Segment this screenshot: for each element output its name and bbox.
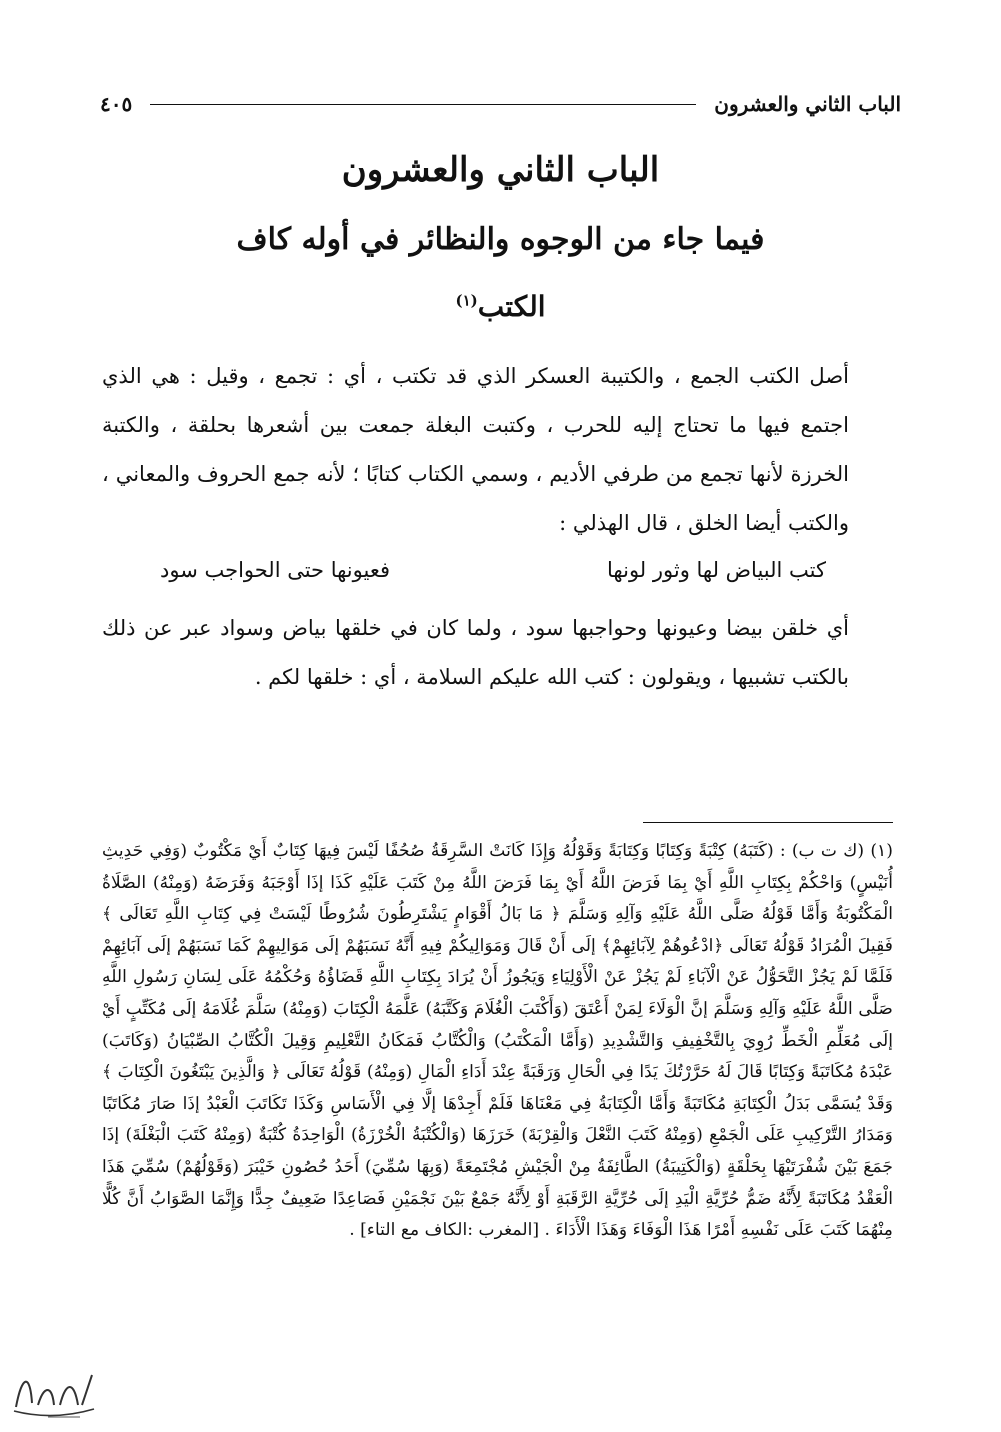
- page-number: ٤٠٥: [100, 92, 133, 116]
- poem-verse: [160, 548, 826, 592]
- header-rule: [150, 104, 696, 105]
- running-header-title: الباب الثاني والعشرون: [714, 92, 901, 116]
- verse-second-hemistich: فعيونها حتى الحواجب سود: [160, 558, 390, 582]
- footnote-separator: [643, 822, 893, 823]
- watermark-logo: [8, 1355, 98, 1425]
- section-heading: [100, 290, 901, 323]
- chapter-subtitle: فيما جاء من الوجوه والنظائر في أوله كاف: [236, 222, 765, 257]
- section-title: الكتب: [477, 290, 546, 323]
- verse-first-hemistich: كتب البياض لها وثور لونها: [607, 558, 826, 582]
- running-header: [100, 88, 901, 120]
- body-paragraph-1: أصل الكتب الجمع ، والكتيبة العسكر الذي قد تكتب ، أي : تجمع ، وقيل : هي الذي اجتمع فيها ما تحتاج إليه للحرب ، وكتبت البغلة جمعت بين أشعرها بحلقة ، والكتبة الخرزة لأنها تجمع من طرفي الأديم ، وسمي الكتاب كتابًا ؛ لأنه جمع الحروف والمعاني ، والكتب أيضا الخلق ، قال الهذلي :: [102, 364, 849, 535]
- footnote-reference: (١): [455, 291, 478, 310]
- footnote-text: (١) (ك ت ب) : (كَتَبَهُ) كِتْبَةً وَكِتَابًا وَكِتَابَةً وَقَوْلُهُ وَإِذَا كَانَتْ السَّرِقَةُ صُحُفًا لَيْسَ فِيهَا كِتَابٌ أَيْ مَكْتُوبٌ (وَفِي حَدِيثِ أُنَيْسٍ) وَاحْكُمْ بِكِتَابِ اللَّهِ أَيْ بِمَا فَرَضَ اللَّهُ أَيْ بِمَا فَرَضَ اللَّهُ مِنْ كَتَبَ عَلَيْهِ كَذَا إذَا أَوْجَبَهُ وَفَرَضَهُ (وَمِنْهُ) الصَّلَاةُ الْمَكْتُوبَةُ وَأَمَّا قَوْلُهُ صَلَّى اللَّهُ عَلَيْهِ وَآلِهِ وَسَلَّمَ ﴿ مَا بَالُ أَقْوَامٍ يَشْتَرِطُونَ شُرُوطًا لَيْسَتْ فِي كِتَابِ اللَّهِ تَعَالَى ﴾ فَقِيلَ الْمُرَادُ قَوْلُهُ تَعَالَى ﴿ادْعُوهُمْ لِآبَائِهِمْ﴾ إلَى أَنْ قَالَ وَمَوَالِيكُمْ فِيهِ أَنَّهُ نَسَبَهُمْ إلَى مَوَالِيهِمْ كَمَا نَسَبَهُمْ إلَى آبَائِهِمْ فَلَمَّا لَمْ يَجُزْ التَّحَوُّلُ عَنْ الْآبَاءِ لَمْ يَجُزْ عَنْ الْأَوْلِيَاءِ وَيَجُوزُ أَنْ يُرَادَ بِكِتَابِ اللَّهِ قَضَاؤُهُ وَحُكْمُهُ عَلَى لِسَانِ رَسُولِ اللَّهِ صَلَّى اللَّهُ عَلَيْهِ وَآلِهِ وَسَلَّمَ إنَّ الْوَلَاءَ لِمَنْ أَعْتَقَ (وَأَكْتَبَ الْغُلَامَ وَكَتَّبَهُ) عَلَّمَهُ الْكِتَابَ (وَمِنْهُ) سَلَّمَ غُلَامَهُ إلَى مُكَتِّبٍ أَيْ إلَى مُعَلِّمِ الْخَطِّ رُوِيَ بِالتَّخْفِيفِ وَالتَّشْدِيدِ (وَأَمَّا الْمَكْتَبُ) وَالْكُتَّابُ فَمَكَانُ التَّعْلِيمِ وَقِيلَ الْكُتَّابُ الصِّبْيَانُ (وَكَاتَبَ) عَبْدَهُ مُكَاتَبَةً وَكِتَابًا قَالَ لَهُ حَرَّرْتُكَ يَدًا فِي الْحَالِ وَرَقَبَةً عِنْدَ أَدَاءِ الْمَالِ (وَمِنْهُ) قَوْلُهُ تَعَالَى ﴿ وَالَّذِينَ يَبْتَغُونَ الْكِتَابَ ﴾ وَقَدْ يُسَمَّى بَدَلُ الْكِتَابَةِ مُكَاتَبَةً وَأَمَّا الْكِتَابَةُ فِي مَعْنَاهَا فَلَمْ أَجِدْهَا إلَّا فِي الْأَسَاسِ وَكَذَا تَكَاتَبَ الْعَبْدُ إذَا صَارَ مُكَاتَبًا وَمَدَارُ التَّرْكِيبِ عَلَى الْجَمْعِ (وَمِنْهُ كَتَبَ النَّعْلَ وَالْقِرْبَةَ) خَرَزَهَا (وَالْكُتْبَةُ الْخُرْزَةُ) الْوَاحِدَةُ كُتْبَةٌ (وَمِنْهُ كَتَبَ الْبَغْلَةَ) إذَا جَمَعَ بَيْنَ شُفْرَتَيْهَا بِحَلْقَةٍ (وَالْكَتِيبَةُ) الطَّائِفَةُ مِنْ الْجَيْشِ مُجْتَمِعَةً (وَبِهَا سُمِّيَ) أَحَدُ حُصُونِ خَيْبَرَ (وَقَوْلُهُمْ) سُمِّيَ هَذَا الْعَقْدُ مُكَاتَبَةً لِأَنَّهُ ضَمُّ حُرِّيَّةِ الْيَدِ إلَى حُرِّيَّةِ الرَّقَبَةِ أَوْ لِأَنَّهُ جَمْعٌ بَيْنَ نَجْمَيْنِ فَصَاعِدًا ضَعِيفٌ جِدًّا وَإِنَّمَا الصَّوَابُ أَنَّ كُلًّا مِنْهُمَا كَتَبَ عَلَى نَفْسِهِ أَمْرًا هَذَا الْوَفَاءَ وَهَذَا الْأَدَاءَ . [المغرب :الكاف مع التاء] .: [102, 841, 893, 1241]
- body-paragraph-2: أي خلقن بيضا وعيونها وحواجبها سود ، ولما كان في خلقها بياض وسواد عبر عن ذلك بالكتب تشبيها ، ويقولون : كتب الله عليكم السلامة ، أي : خلقها لكم .: [102, 616, 849, 689]
- chapter-title: الباب الثاني والعشرون: [341, 150, 660, 190]
